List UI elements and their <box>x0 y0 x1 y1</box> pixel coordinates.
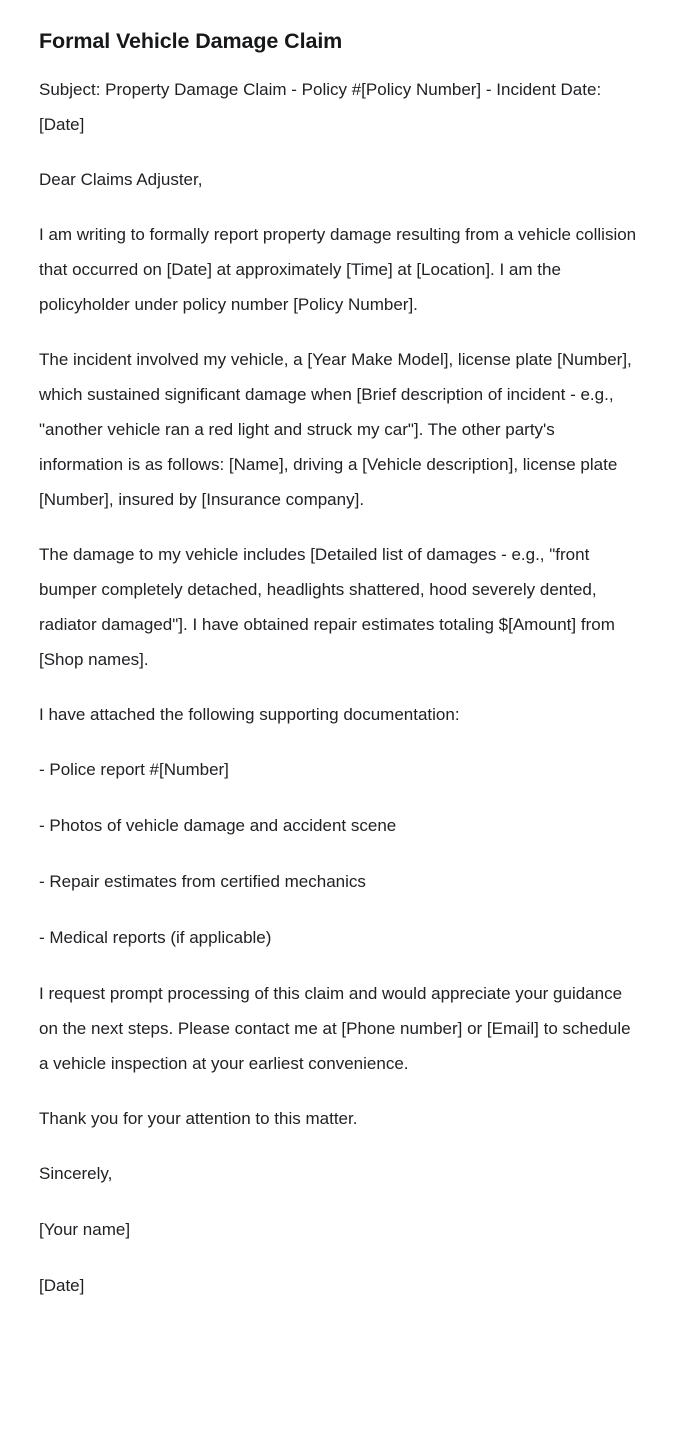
page-title: Formal Vehicle Damage Claim <box>39 29 343 53</box>
list-item: - Police report #[Number] <box>39 760 229 779</box>
attachments-intro: I have attached the following supporting documentation: <box>39 705 460 724</box>
body-paragraph-2: The incident involved my vehicle, a [Year Make Model], license plate [Number], which sustained significant damage when [Brief description of incident - e.g., "another vehicle ran a red light and struck my car"]. The other party's information is as follows: [Name], driving a [Vehicle description], license plate [Number], insured by [Insurance company]. <box>39 350 637 509</box>
thanks-line: Thank you for your attention to this matter. <box>39 1109 358 1128</box>
subject-line: Subject: Property Damage Claim - Policy #[Policy Number] - Incident Date: [Date] <box>39 80 606 134</box>
list-item: - Medical reports (if applicable) <box>39 928 272 947</box>
signature-name: [Your name] <box>39 1220 131 1239</box>
body-paragraph-3: The damage to my vehicle includes [Detailed list of damages - e.g., "front bumper completely detached, headlights shattered, hood severely dented, radiator damaged"]. I have obtained repair estimates totaling $[Amount] from [Shop names]. <box>39 545 620 669</box>
list-item: - Photos of vehicle damage and accident scene <box>39 816 397 835</box>
signature-date: [Date] <box>39 1276 85 1295</box>
body-paragraph-1: I am writing to formally report property damage resulting from a vehicle collision that occurred on [Date] at approximately [Time] at [Location]. I am the policyholder under policy number [Policy Number]. <box>39 225 641 314</box>
signoff: Sincerely, <box>39 1164 113 1183</box>
list-item: - Repair estimates from certified mechanics <box>39 872 366 891</box>
closing-paragraph: I request prompt processing of this claim and would appreciate your guidance on the next steps. Please contact me at [Phone number] or [Email] to schedule a vehicle inspection at your earliest convenience. <box>39 984 636 1073</box>
salutation: Dear Claims Adjuster, <box>39 170 203 189</box>
